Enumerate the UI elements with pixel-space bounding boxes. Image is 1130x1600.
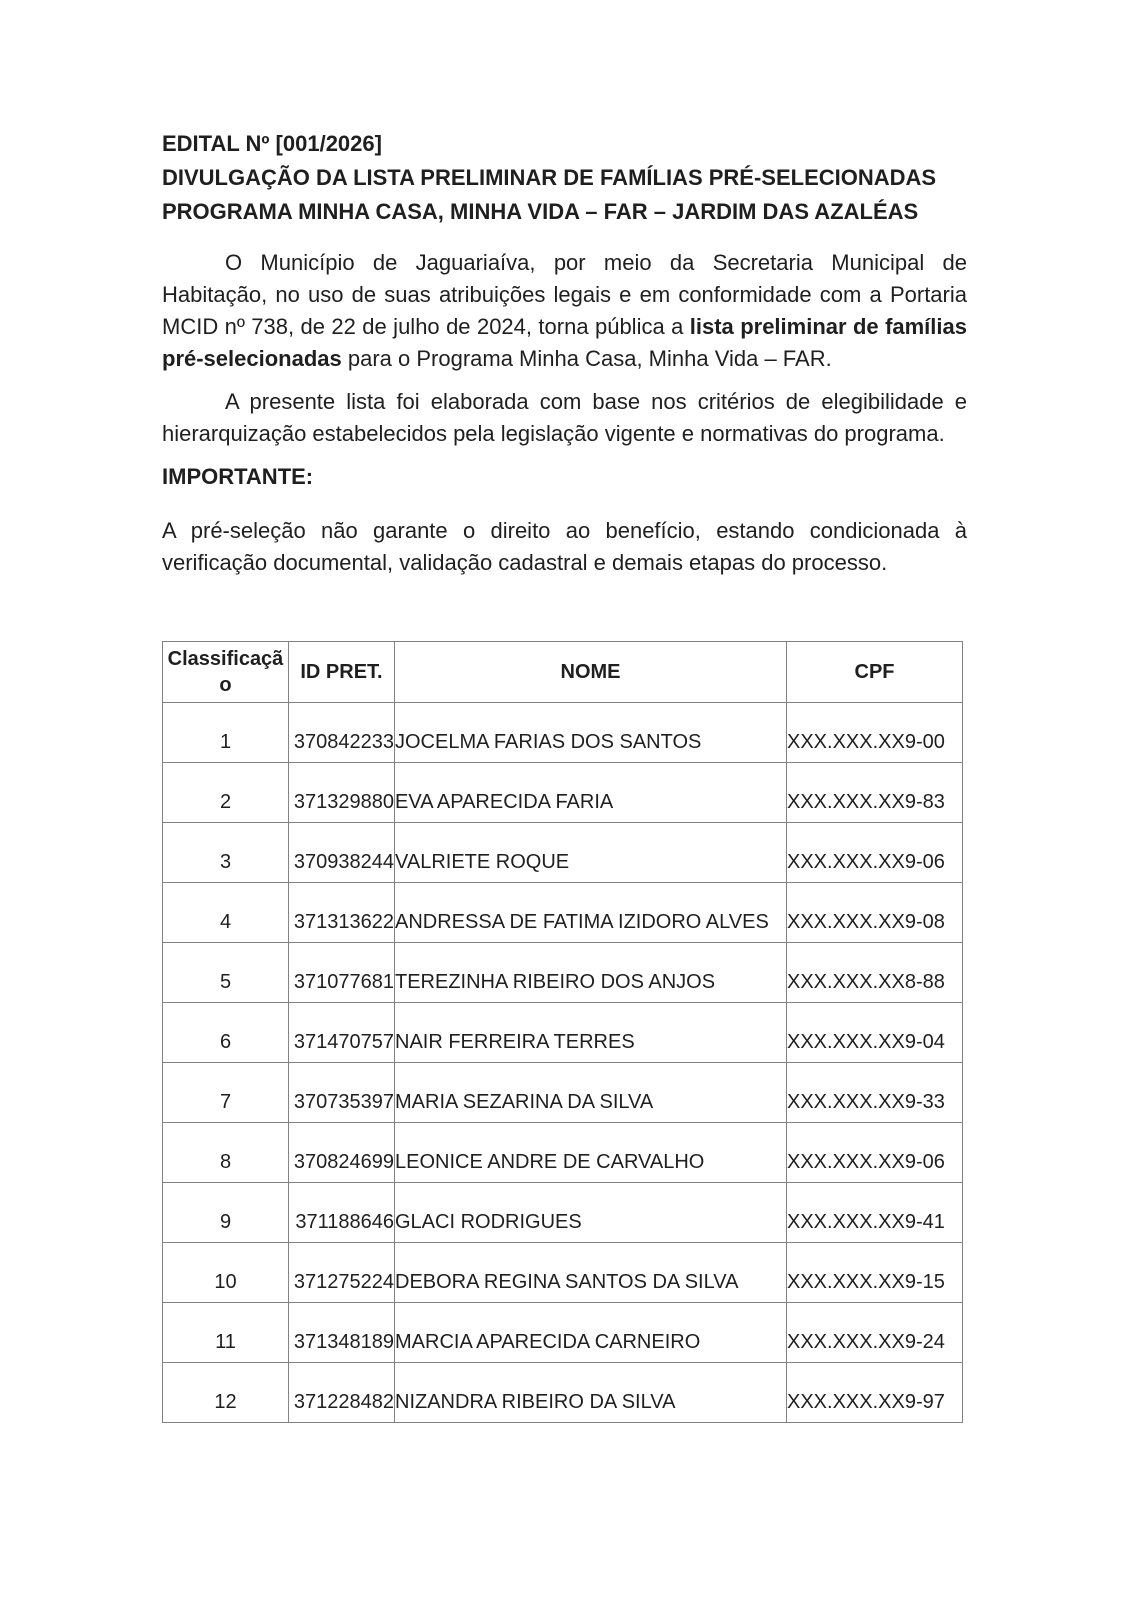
cell-nome: NAIR FERREIRA TERRES bbox=[395, 1003, 787, 1063]
cell-classificacao: 8 bbox=[163, 1123, 289, 1183]
cell-cpf: XXX.XXX.XX9-00 bbox=[787, 703, 963, 763]
cell-cpf: XXX.XXX.XX9-04 bbox=[787, 1003, 963, 1063]
cell-nome: JOCELMA FARIAS DOS SANTOS bbox=[395, 703, 787, 763]
cell-id-pret: 371470757 bbox=[289, 1003, 395, 1063]
cell-nome: EVA APARECIDA FARIA bbox=[395, 763, 787, 823]
paragraph-intro bbox=[162, 247, 967, 375]
cell-nome: NIZANDRA RIBEIRO DA SILVA bbox=[395, 1363, 787, 1423]
cell-cpf: XXX.XXX.XX9-06 bbox=[787, 1123, 963, 1183]
preselection-table bbox=[162, 641, 963, 1423]
cell-nome: VALRIETE ROQUE bbox=[395, 823, 787, 883]
edital-number-title: EDITAL Nº [001/2026] bbox=[162, 131, 382, 156]
cell-classificacao: 12 bbox=[163, 1363, 289, 1423]
cell-nome: TEREZINHA RIBEIRO DOS ANJOS bbox=[395, 943, 787, 1003]
table-row bbox=[163, 1003, 963, 1063]
table-row bbox=[163, 943, 963, 1003]
intro-text-before: O Município de Jaguariaíva, por meio da Secretaria Municipal de Habitação, no uso de suas atribuições legais e em conformidade com a Portaria MCID nº 738, de 22 de julho de 2024, torna pública a bbox=[162, 250, 967, 339]
cell-nome: MARCIA APARECIDA CARNEIRO bbox=[395, 1303, 787, 1363]
cell-cpf: XXX.XXX.XX9-33 bbox=[787, 1063, 963, 1123]
important-body: A pré-seleção não garante o direito ao benefício, estando condicionada à verificação documental, validação cadastral e demais etapas do processo. bbox=[162, 518, 967, 575]
table-body bbox=[163, 703, 963, 1423]
document-subtitle-line1: DIVULGAÇÃO DA LISTA PRELIMINAR DE FAMÍLIAS PRÉ-SELECIONADAS bbox=[162, 165, 937, 190]
cell-cpf: XXX.XXX.XX9-24 bbox=[787, 1303, 963, 1363]
cell-nome: GLACI RODRIGUES bbox=[395, 1183, 787, 1243]
cell-cpf: XXX.XXX.XX9-97 bbox=[787, 1363, 963, 1423]
cell-id-pret: 371228482 bbox=[289, 1363, 395, 1423]
column-header-id-pret: ID PRET. bbox=[289, 642, 395, 703]
intro-text-after: para o Programa Minha Casa, Minha Vida – FAR. bbox=[341, 346, 832, 371]
cell-nome: DEBORA REGINA SANTOS DA SILVA bbox=[395, 1243, 787, 1303]
column-header-nome: NOME bbox=[395, 642, 787, 703]
important-heading: IMPORTANTE: bbox=[162, 464, 314, 489]
cell-id-pret: 370842233 bbox=[289, 703, 395, 763]
intro-text-bold: lista preliminar de famílias pré-selecionadas bbox=[162, 314, 967, 371]
cell-classificacao: 5 bbox=[163, 943, 289, 1003]
cell-id-pret: 371188646 bbox=[289, 1183, 395, 1243]
document-header bbox=[162, 127, 967, 229]
cell-cpf: XXX.XXX.XX9-08 bbox=[787, 883, 963, 943]
cell-nome: LEONICE ANDRE DE CARVALHO bbox=[395, 1123, 787, 1183]
table-row bbox=[163, 1243, 963, 1303]
cell-id-pret: 370735397 bbox=[289, 1063, 395, 1123]
cell-nome: ANDRESSA DE FATIMA IZIDORO ALVES bbox=[395, 883, 787, 943]
table-row bbox=[163, 1303, 963, 1363]
cell-classificacao: 6 bbox=[163, 1003, 289, 1063]
cell-cpf: XXX.XXX.XX9-41 bbox=[787, 1183, 963, 1243]
cell-cpf: XXX.XXX.XX9-83 bbox=[787, 763, 963, 823]
document-subtitle-line2: PROGRAMA MINHA CASA, MINHA VIDA – FAR – JARDIM DAS AZALÉAS bbox=[162, 199, 919, 224]
table-row bbox=[163, 883, 963, 943]
cell-classificacao: 3 bbox=[163, 823, 289, 883]
paragraph-criteria: A presente lista foi elaborada com base nos critérios de elegibilidade e hierarquização estabelecidos pela legislação vigente e normativas do programa. bbox=[162, 389, 967, 446]
cell-classificacao: 11 bbox=[163, 1303, 289, 1363]
cell-id-pret: 371275224 bbox=[289, 1243, 395, 1303]
cell-cpf: XXX.XXX.XX9-15 bbox=[787, 1243, 963, 1303]
cell-cpf: XXX.XXX.XX8-88 bbox=[787, 943, 963, 1003]
cell-id-pret: 370938244 bbox=[289, 823, 395, 883]
table-row bbox=[163, 1183, 963, 1243]
column-header-cpf: CPF bbox=[787, 642, 963, 703]
table-row bbox=[163, 763, 963, 823]
cell-classificacao: 7 bbox=[163, 1063, 289, 1123]
table-row bbox=[163, 1123, 963, 1183]
cell-id-pret: 371313622 bbox=[289, 883, 395, 943]
cell-classificacao: 10 bbox=[163, 1243, 289, 1303]
cell-classificacao: 9 bbox=[163, 1183, 289, 1243]
cell-nome: MARIA SEZARINA DA SILVA bbox=[395, 1063, 787, 1123]
table-header-row bbox=[163, 642, 963, 703]
cell-id-pret: 371348189 bbox=[289, 1303, 395, 1363]
table-row bbox=[163, 1363, 963, 1423]
cell-id-pret: 371329880 bbox=[289, 763, 395, 823]
cell-id-pret: 371077681 bbox=[289, 943, 395, 1003]
cell-classificacao: 4 bbox=[163, 883, 289, 943]
cell-id-pret: 370824699 bbox=[289, 1123, 395, 1183]
table-row bbox=[163, 703, 963, 763]
column-header-classificacao: Classificação bbox=[163, 642, 289, 703]
cell-cpf: XXX.XXX.XX9-06 bbox=[787, 823, 963, 883]
table-row bbox=[163, 823, 963, 883]
cell-classificacao: 2 bbox=[163, 763, 289, 823]
table-header bbox=[163, 642, 963, 703]
table-row bbox=[163, 1063, 963, 1123]
cell-classificacao: 1 bbox=[163, 703, 289, 763]
